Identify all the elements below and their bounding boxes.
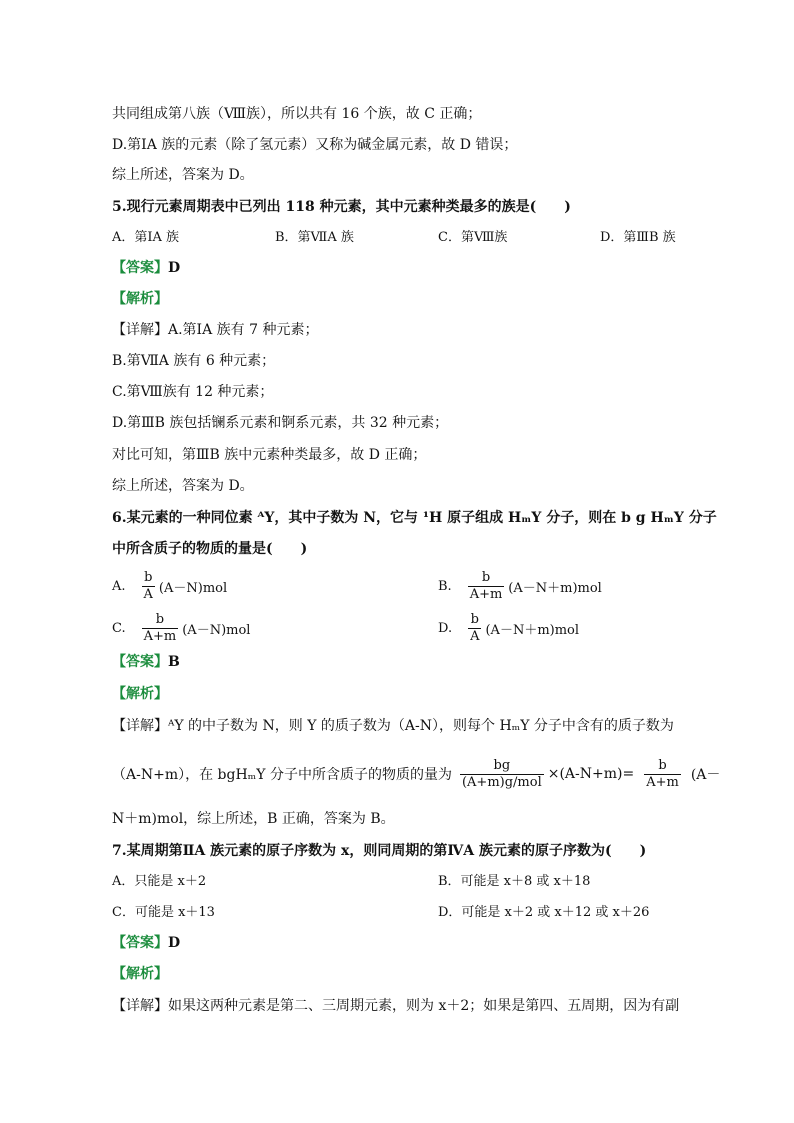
option-tail: (A－N＋m)mol xyxy=(485,622,580,638)
q6-option-b xyxy=(438,564,602,608)
formula-prefix: （A-N+m），在 bgHₘY 分子中所含质子的物质的量为 xyxy=(112,767,452,783)
fraction-numerator: b xyxy=(481,569,491,585)
q7-option-b: B．可能是 x＋8 或 x＋18 xyxy=(438,874,591,889)
q5-detail-line: 对比可知，第ⅢB 族中元素种类最多，故 D 正确； xyxy=(112,447,427,463)
q5-option-a: A．第ⅠA 族 xyxy=(112,230,180,245)
fraction xyxy=(460,758,544,791)
answer-label: 【答案】 xyxy=(112,260,168,276)
option-tail: (A－N)mol xyxy=(182,622,251,638)
answer-value: D xyxy=(168,935,181,951)
text-line: D.第ⅠA 族的元素（除了氢元素）又称为碱金属元素，故 D 错误； xyxy=(112,137,518,153)
q5-answer xyxy=(112,258,180,278)
q7-option-d: D．可能是 x＋2 或 x＋12 或 x＋26 xyxy=(438,905,650,920)
option-letter: A. xyxy=(112,578,126,594)
fraction xyxy=(468,570,505,603)
q6-option-c xyxy=(112,606,250,650)
fraction xyxy=(142,570,155,603)
q7-option-a: A．只能是 x＋2 xyxy=(112,874,207,889)
option-tail: (A－N)mol xyxy=(158,580,228,596)
q6-detail-line: 【详解】ᴬY 的中子数为 N，则 Y 的质子数为（A-N），则每个 HₘY 分子中含有的质子数为 xyxy=(112,718,674,734)
q5-detail-line: D.第ⅢB 族包括镧系元素和锕系元素，共 32 种元素； xyxy=(112,415,449,431)
q5-detail-line: B.第ⅦA 族有 6 种元素； xyxy=(112,353,276,369)
q6-detail-line: N＋m)mol，综上所述，B 正确，答案为 B。 xyxy=(112,811,395,827)
fraction-numerator: b xyxy=(155,611,165,627)
fraction xyxy=(468,612,481,645)
q5-detail-line: 【详解】A.第ⅠA 族有 7 种元素； xyxy=(112,322,319,338)
answer-value: D xyxy=(168,260,181,276)
q5-detail-line: 综上所述，答案为 D。 xyxy=(112,478,254,494)
q7-detail-line: 【详解】如果这两种元素是第二、三周期元素，则为 x＋2；如果是第四、五周期，因为有副 xyxy=(112,998,680,1014)
q5-analysis-label: 【解析】 xyxy=(112,291,168,307)
fraction-denominator: A+m xyxy=(143,628,177,644)
option-letter: D. xyxy=(438,620,453,636)
q7-answer xyxy=(112,933,180,953)
q6-answer xyxy=(112,652,180,672)
q5-option-d: D．第ⅢB 族 xyxy=(600,230,676,245)
answer-value: B xyxy=(168,654,180,670)
formula-tail: (A－ xyxy=(690,767,721,783)
fraction-denominator: A+m xyxy=(646,774,679,790)
question-5-stem: 5.现行元素周期表中已列出 118 种元素，其中元素种类最多的族是( ) xyxy=(112,199,571,215)
answer-label: 【答案】 xyxy=(112,654,168,670)
q7-analysis-label: 【解析】 xyxy=(112,966,168,982)
fraction-denominator: (A+m)g/mol xyxy=(461,774,542,790)
option-letter: C. xyxy=(112,620,126,636)
option-letter: B. xyxy=(438,578,452,594)
fraction xyxy=(142,612,179,645)
question-6-stem-line2: 中所含质子的物质的量是( ) xyxy=(112,541,308,557)
q5-option-b: B．第ⅦA 族 xyxy=(275,230,354,245)
question-7-stem: 7.某周期第ⅡA 族元素的原子序数为 x，则同周期的第ⅣA 族元素的原子序数为( ) xyxy=(112,843,647,859)
q6-option-a xyxy=(112,564,227,608)
text-line: 综上所述，答案为 D。 xyxy=(112,167,254,183)
q7-option-c: C．可能是 x＋13 xyxy=(112,905,215,920)
fraction-denominator: A xyxy=(470,628,480,644)
fraction-numerator: b xyxy=(658,757,667,773)
q6-detail-formula-line xyxy=(112,752,720,796)
fraction-denominator: A+m xyxy=(469,586,503,602)
option-tail: (A－N＋m)mol xyxy=(508,580,602,596)
answer-label: 【答案】 xyxy=(112,935,168,951)
fraction-numerator: b xyxy=(470,611,479,627)
fraction-denominator: A xyxy=(143,586,153,602)
fraction-numerator: bg xyxy=(493,757,511,773)
formula-middle: ×(A-N+m)= xyxy=(547,766,635,782)
fraction-numerator: b xyxy=(144,569,153,585)
fraction xyxy=(644,758,681,791)
q6-analysis-label: 【解析】 xyxy=(112,686,168,702)
q5-detail-line: C.第Ⅷ族有 12 种元素； xyxy=(112,384,274,400)
text-line: 共同组成第八族（Ⅷ族），所以共有 16 个族，故 C 正确； xyxy=(112,106,482,122)
q5-option-c: C．第Ⅷ族 xyxy=(438,230,508,245)
question-6-stem-line1: 6.某元素的一种同位素 ᴬY，其中子数为 N，它与 ¹H 原子组成 HₘY 分子，则在 b g HₘY 分子 xyxy=(112,510,717,526)
q6-option-d xyxy=(438,606,579,650)
